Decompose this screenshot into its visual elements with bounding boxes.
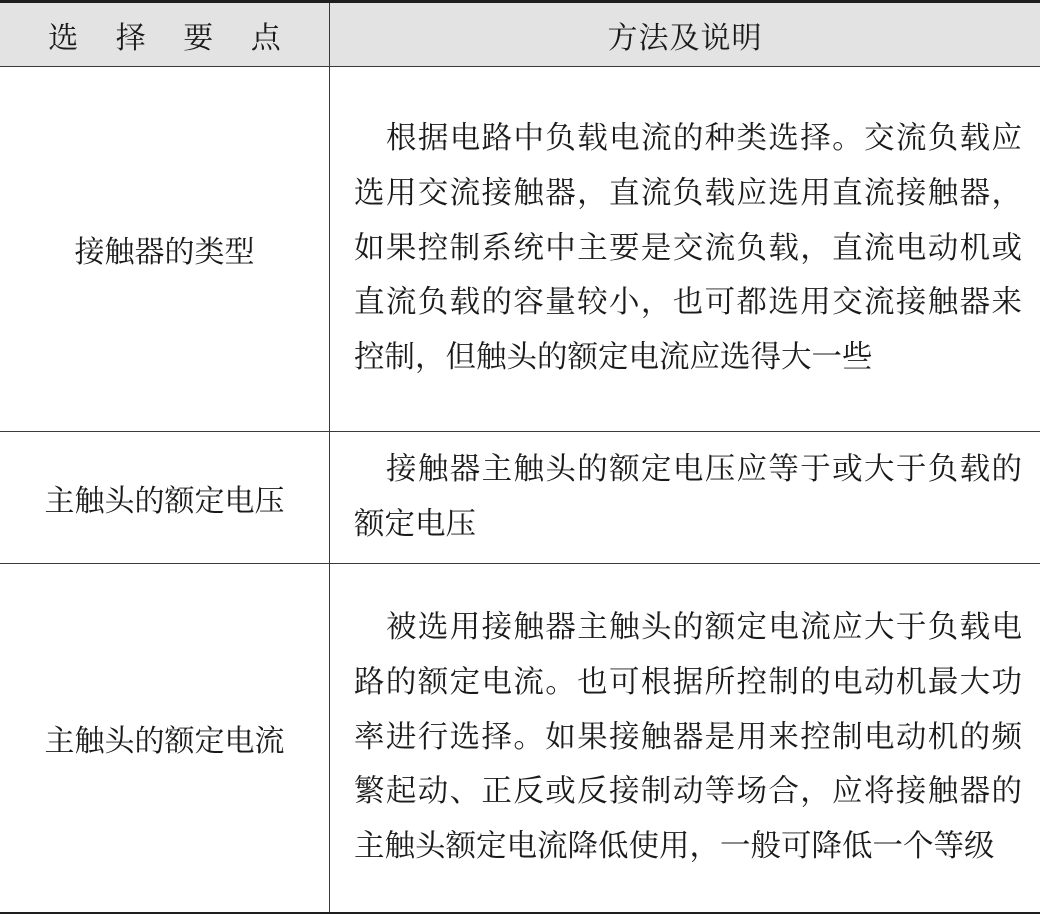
description-cell [330, 432, 1040, 563]
description-cell [330, 67, 1040, 431]
selection-point-cell: 接触器的类型 [0, 67, 330, 431]
table-row [0, 564, 1040, 912]
selection-point-cell: 主触头的额定电压 [0, 432, 330, 563]
header-method-description: 方法及说明 [607, 20, 763, 56]
description-cell [330, 564, 1040, 912]
description-text: 接触器主触头的额定电压应等于或大于负载的额定电压 [354, 451, 1022, 542]
description-text: 根据电路中负载电流的种类选择。交流负载应选用交流接触器，直流负载应选用直流接触器，如果控制系统中主要是交流负载，直流电动机或直流负载的容量较小，也可都选用交流接触器来控制，但触头的额定电流应选得大一些 [354, 121, 1022, 376]
table-row [0, 432, 1040, 564]
description-text: 被选用接触器主触头的额定电流应大于负载电路的额定电流。也可根据所控制的电动机最大功率进行选择。如果接触器是用来控制电动机的频繁起动、正反或反接制动等场合，应将接触器的主触头额定电流降低使用，一般可降低一个等级 [354, 610, 1022, 865]
table-header-row [0, 3, 1040, 67]
selection-point-cell: 主触头的额定电流 [0, 564, 330, 912]
header-selection-point: 选 择 要 点 [0, 3, 330, 66]
table-row [0, 67, 1040, 432]
